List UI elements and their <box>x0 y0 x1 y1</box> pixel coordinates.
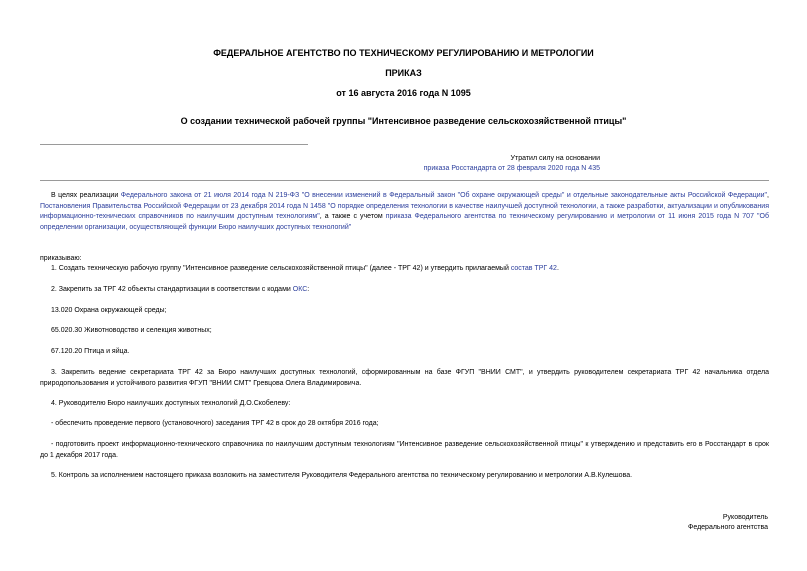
signature-agency: Федерального агентства <box>688 524 768 531</box>
code-67-120-20: 67.120.20 Птица и яйца. <box>51 348 130 355</box>
item-2-end: : <box>307 286 310 293</box>
signature-block <box>688 513 768 533</box>
signature-title: Руководитель <box>722 514 768 521</box>
date-number-heading: от 16 августа 2016 года N 1095 <box>336 88 471 98</box>
government-decree-link[interactable]: Постановления Правительства Российской Федерации от 23 декабря 2014 года N 1458 "О порядке определения технологии в качестве наилучшей доступной технологии, а также разработки, актуализации и опубликования информационно-технических справочников по наилучшим доступным технологиям" <box>40 202 769 220</box>
item-1-text: 1. Создать техническую рабочую группу "Интенсивное разведение сельскохозяйственной птицы" (далее - ТРГ 42) и утвердить прилагаемый <box>51 265 511 272</box>
status-note <box>200 154 600 174</box>
divider-short <box>40 144 308 145</box>
item-4: 4. Руководителю Бюро наилучших доступных технологий Д.О.Скобелеву: <box>51 400 291 407</box>
order-word: приказываю: <box>40 255 82 262</box>
item-4-bullet-1: - обеспечить проведение первого (установочного) заседания ТРГ 42 в срок до 28 октября 2016 года; <box>51 420 379 427</box>
agency-order-link[interactable]: приказа Федерального агентства по техническому регулированию и метрологии от 11 июня 2015 года N 707 "Об определении организации, осуществляющей функции Бюро наилучших доступных технологий" <box>40 213 769 231</box>
document-title: О создании технической рабочей группы "Интенсивное разведение сельскохозяйственной птицы" <box>180 116 627 126</box>
agency-heading: ФЕДЕРАЛЬНОЕ АГЕНТСТВО ПО ТЕХНИЧЕСКОМУ РЕГУЛИРОВАНИЮ И МЕТРОЛОГИИ <box>213 48 594 58</box>
item-1-end: . <box>556 265 559 272</box>
oks-link[interactable]: ОКС <box>292 286 308 293</box>
preamble-text-3: , а также с учетом <box>319 213 386 220</box>
item-4-bullet-2: - подготовить проект информационно-технического справочника по наилучшим доступным технологиям "Интенсивное разведение сельскохозяйственной птицы" к утверждению и представить его в Росстандарт в срок до 1 декабря 2017 года. <box>40 441 769 459</box>
code-65-020-30: 65.020.30 Животноводство и селекция животных; <box>51 327 212 334</box>
item-5: 5. Контроль за исполнением настоящего приказа возложить на заместителя Руководителя Федерального агентства по техническому регулированию и метрологии А.В.Кулешова. <box>51 472 633 479</box>
preamble-text-2: , <box>767 192 769 199</box>
item-2 <box>40 285 769 296</box>
item-3: 3. Закрепить ведение секретариата ТРГ 42 за Бюро наилучших доступных технологий, сформированным на базе ФГУП "ВНИИ СМТ", и утвердить руководителем секретариата ТРГ 42 начальника отдела природопользования и устойчивого развития ФГУП "ВНИИ СМТ" Гревцова Олега Владимировича. <box>40 369 769 387</box>
preamble-paragraph <box>40 191 769 233</box>
preamble-text-1: В целях реализации <box>51 192 121 199</box>
item-1 <box>40 264 769 275</box>
status-line: Утратил силу на основании <box>510 155 600 162</box>
doc-type-heading: ПРИКАЗ <box>385 68 422 78</box>
item-2-text: 2. Закрепить за ТРГ 42 объекты стандартизации в соответствии с кодами <box>51 286 293 293</box>
composition-link[interactable]: состав ТРГ 42 <box>510 265 557 272</box>
divider-full <box>40 180 769 181</box>
code-13-020: 13.020 Охрана окружающей среды; <box>51 307 167 314</box>
federal-law-link[interactable]: Федерального закона от 21 июля 2014 года N 219-ФЗ "О внесении изменений в Федеральный закон "Об охране окружающей среды" и отдельные законодательные акты Российской Федерации" <box>120 192 768 199</box>
repeal-order-link[interactable]: приказа Росстандарта от 28 февраля 2020 года N 435 <box>423 165 600 172</box>
